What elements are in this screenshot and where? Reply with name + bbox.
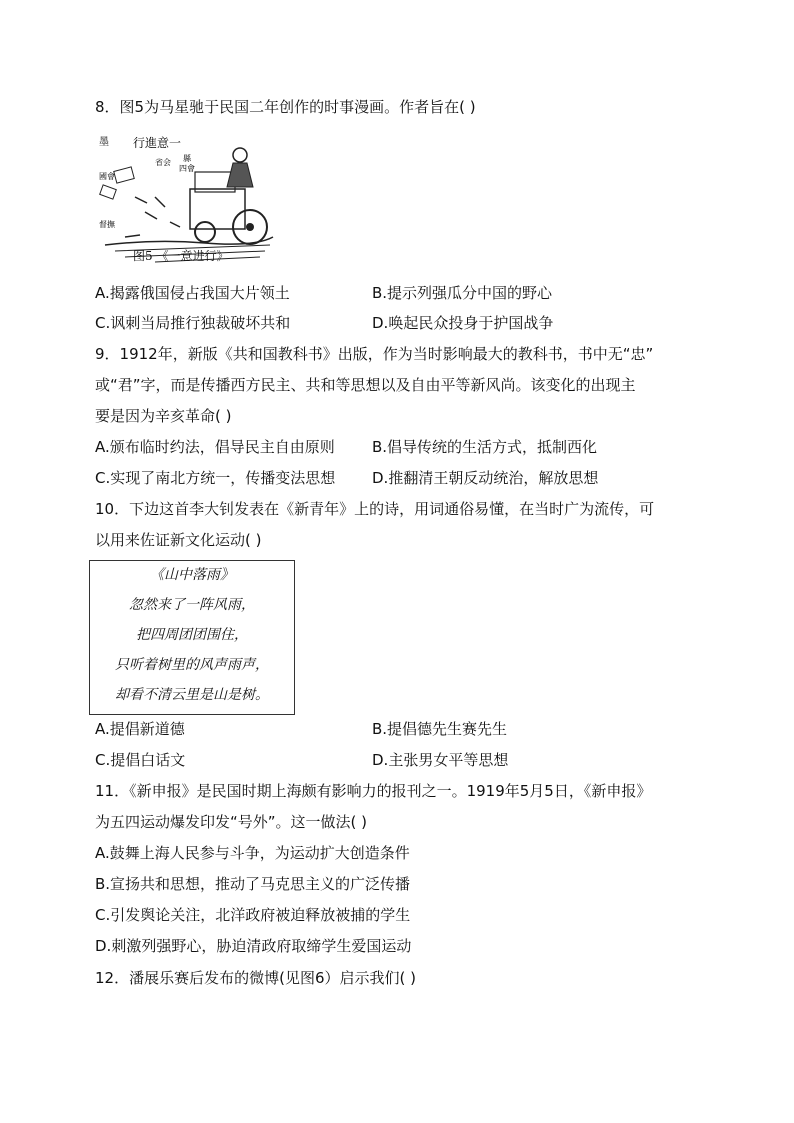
q9-stem-line1: 9．1912年，新版《共和国教科书》出版，作为当时影响最大的教科书，书中无“忠”: [95, 345, 654, 363]
poem-line: 把四周团团围住，: [136, 627, 248, 643]
poem-title: 《山中落雨》: [150, 567, 234, 583]
q10-option-a: A.提倡新道德: [95, 720, 185, 738]
q9-option-d: D.推翻清王朝反动统治，解放思想: [372, 469, 599, 487]
q8-option-c: C.讽刺当局推行独裁破坏共和: [95, 314, 291, 332]
q11-option-b: B.宣扬共和思想，推动了马克思主义的广泛传播: [95, 875, 411, 893]
q10-option-c: C.提倡白话文: [95, 751, 186, 769]
cartoon-figure: [95, 127, 275, 267]
q10-option-d: D.主张男女平等思想: [372, 751, 509, 769]
poem-line: 忽然来了一阵风雨，: [129, 597, 255, 613]
poem-line: 只听着树里的风声雨声，: [115, 657, 269, 673]
svg-text:省会: 省会: [155, 158, 171, 167]
q11-stem-line2: 为五四运动爆发印发“号外”。这一做法( ): [95, 813, 368, 831]
q10-stem-line1: 10．下边这首李大钊发表在《新青年》上的诗，用词通俗易懂，在当时广为流传，可: [95, 500, 655, 518]
q8-stem: 8．图5为马星驰于民国二年创作的时事漫画。作者旨在( ): [95, 98, 476, 116]
q11-option-d: D.刺激列强野心，胁迫清政府取缔学生爱国运动: [95, 937, 412, 955]
q8-option-b: B.提示列强瓜分中国的野心: [372, 284, 553, 302]
q11-option-c: C.引发舆论关注，北洋政府被迫释放被捕的学生: [95, 906, 411, 924]
q9-option-a: A.颁布临时约法，倡导民主自由原则: [95, 438, 335, 456]
svg-text:督撫: 督撫: [99, 220, 115, 229]
q10-stem-line2: 以用来佐证新文化运动( ): [95, 531, 262, 549]
svg-text:四會: 四會: [179, 164, 195, 173]
q9-stem-line3: 要是因为辛亥革命( ): [95, 407, 232, 425]
q11-option-a: A.鼓舞上海人民参与斗争，为运动扩大创造条件: [95, 844, 410, 862]
q9-option-b: B.倡导传统的生活方式，抵制西化: [372, 438, 598, 456]
q9-stem-line2: 或“君”字，而是传播西方民主、共和等思想以及自由平等新风尚。该变化的出现主: [95, 376, 636, 394]
svg-text:縣: 縣: [183, 154, 191, 163]
poem-line: 却看不清云里是山是树。: [115, 687, 269, 703]
figure-caption: 图5 《一意进行》: [133, 249, 229, 263]
poem-box: [89, 560, 295, 715]
svg-text:墨: 墨: [99, 137, 109, 148]
q10-option-b: B.提倡德先生赛先生: [372, 720, 508, 738]
q12-stem: 12．潘展乐赛后发布的微博(见图6）启示我们( ): [95, 969, 416, 987]
svg-text:國會: 國會: [99, 172, 115, 181]
q8-option-a: A.揭露俄国侵占我国大片领土: [95, 284, 290, 302]
q8-option-d: D.唤起民众投身于护国战争: [372, 314, 554, 332]
q9-option-c: C.实现了南北方统一，传播变法思想: [95, 469, 336, 487]
figure-title: 行進意一: [133, 136, 182, 150]
q11-stem-line1: 11．《新申报》是民国时期上海颇有影响力的报刊之一。1919年5月5日，《新申报》: [95, 782, 652, 800]
